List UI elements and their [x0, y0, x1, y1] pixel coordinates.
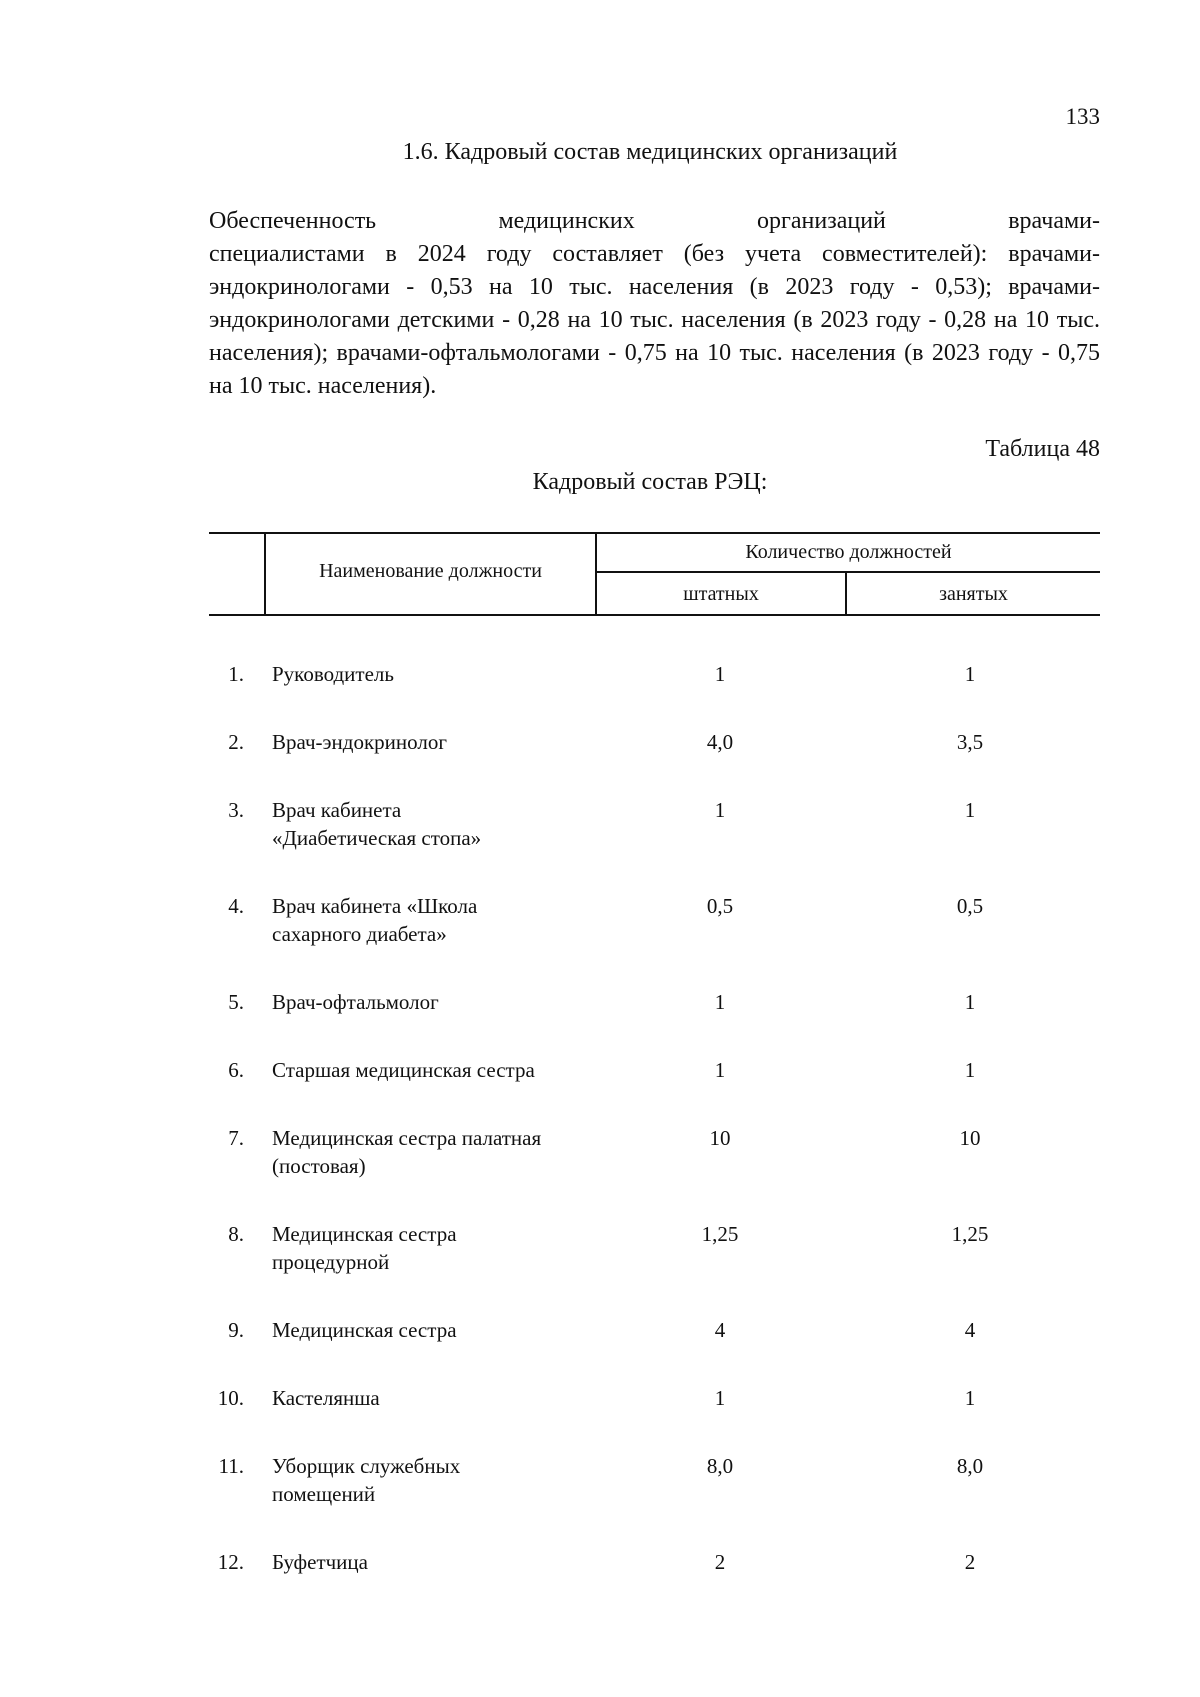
table-top-rule	[209, 532, 1100, 534]
row-number: 11.	[218, 1454, 244, 1478]
row-number: 7.	[228, 1126, 244, 1150]
paragraph-first-line: Обеспеченность медицинских организаций врачами-	[209, 208, 1100, 234]
row-staff: 1	[714, 1386, 726, 1410]
table-number: Таблица 48	[985, 436, 1100, 462]
row-number: 9.	[228, 1318, 244, 1342]
row-number: 8.	[228, 1222, 244, 1246]
row-occupied: 1,25	[951, 1222, 989, 1246]
page-number: 133	[1065, 104, 1100, 129]
row-staff: 1	[714, 990, 726, 1014]
header-staff: штатных	[683, 583, 759, 605]
row-position: Медицинская сестра процедурной	[272, 1222, 457, 1274]
row-number: 5.	[228, 990, 244, 1014]
header-position: Наименование должности	[319, 560, 542, 582]
row-position: Буфетчица	[272, 1550, 368, 1574]
row-staff: 1	[714, 1058, 726, 1082]
row-staff: 8,0	[706, 1454, 734, 1478]
row-position: Врач кабинета «Школа сахарного диабета»	[272, 894, 478, 946]
row-occupied: 1	[964, 1058, 976, 1082]
row-occupied: 1	[964, 1386, 976, 1410]
row-position: Руководитель	[272, 662, 394, 686]
row-number: 12.	[217, 1550, 244, 1574]
row-occupied: 3,5	[956, 730, 984, 754]
row-occupied: 1	[964, 662, 976, 686]
row-number: 3.	[228, 798, 244, 822]
row-number: 4.	[228, 894, 244, 918]
row-position: Кастелянша	[272, 1386, 380, 1410]
row-staff: 4	[714, 1318, 726, 1342]
row-staff: 1	[714, 798, 726, 822]
row-staff: 0,5	[706, 894, 734, 918]
row-staff: 1,25	[701, 1222, 739, 1246]
row-staff: 1	[714, 662, 726, 686]
row-position: Врач кабинета «Диабетическая стопа»	[272, 798, 482, 850]
row-occupied: 10	[959, 1126, 981, 1150]
row-position: Медицинская сестра палатная (постовая)	[272, 1126, 542, 1178]
table-caption: Кадровый состав РЭЦ:	[532, 469, 768, 495]
row-occupied: 1	[964, 798, 976, 822]
row-number: 10.	[217, 1386, 244, 1410]
row-occupied: 4	[964, 1318, 976, 1342]
row-position: Врач-эндокринолог	[272, 730, 447, 754]
paragraph-body: специалистами в 2024 году составляет (без учета совместителей): врачами-эндокринологами - 0,53 на 10 тыс. населения (в 2023 году - 0,53); врачами-эндокринологами детскими - 0,28 на 10 тыс. населения (в 2023 году - 0,28 на 10 тыс. населения); врачами-офтальмологами - 0,75 на 10 тыс. населения (в 2023 году - 0,75 на 10 тыс. населения).	[209, 241, 1100, 399]
row-staff: 2	[714, 1550, 726, 1574]
header-count-group: Количество должностей	[745, 541, 952, 563]
row-position: Уборщик служебных помещений	[272, 1454, 461, 1506]
row-number: 6.	[228, 1058, 244, 1082]
section-title: 1.6. Кадровый состав медицинских организаций	[402, 139, 898, 165]
row-occupied: 0,5	[956, 894, 984, 918]
row-position: Врач-офтальмолог	[272, 990, 439, 1014]
row-number: 1.	[228, 662, 244, 686]
header-mid-rule	[596, 571, 1100, 573]
row-position: Медицинская сестра	[272, 1318, 457, 1342]
header-occupied: занятых	[939, 583, 1008, 605]
row-number: 2.	[228, 730, 244, 754]
row-staff: 4,0	[706, 730, 734, 754]
row-staff: 10	[709, 1126, 731, 1150]
header-bottom-rule	[209, 614, 1100, 616]
row-occupied: 8,0	[956, 1454, 984, 1478]
row-occupied: 2	[964, 1550, 976, 1574]
row-occupied: 1	[964, 990, 976, 1014]
row-position: Старшая медицинская сестра	[272, 1058, 535, 1082]
